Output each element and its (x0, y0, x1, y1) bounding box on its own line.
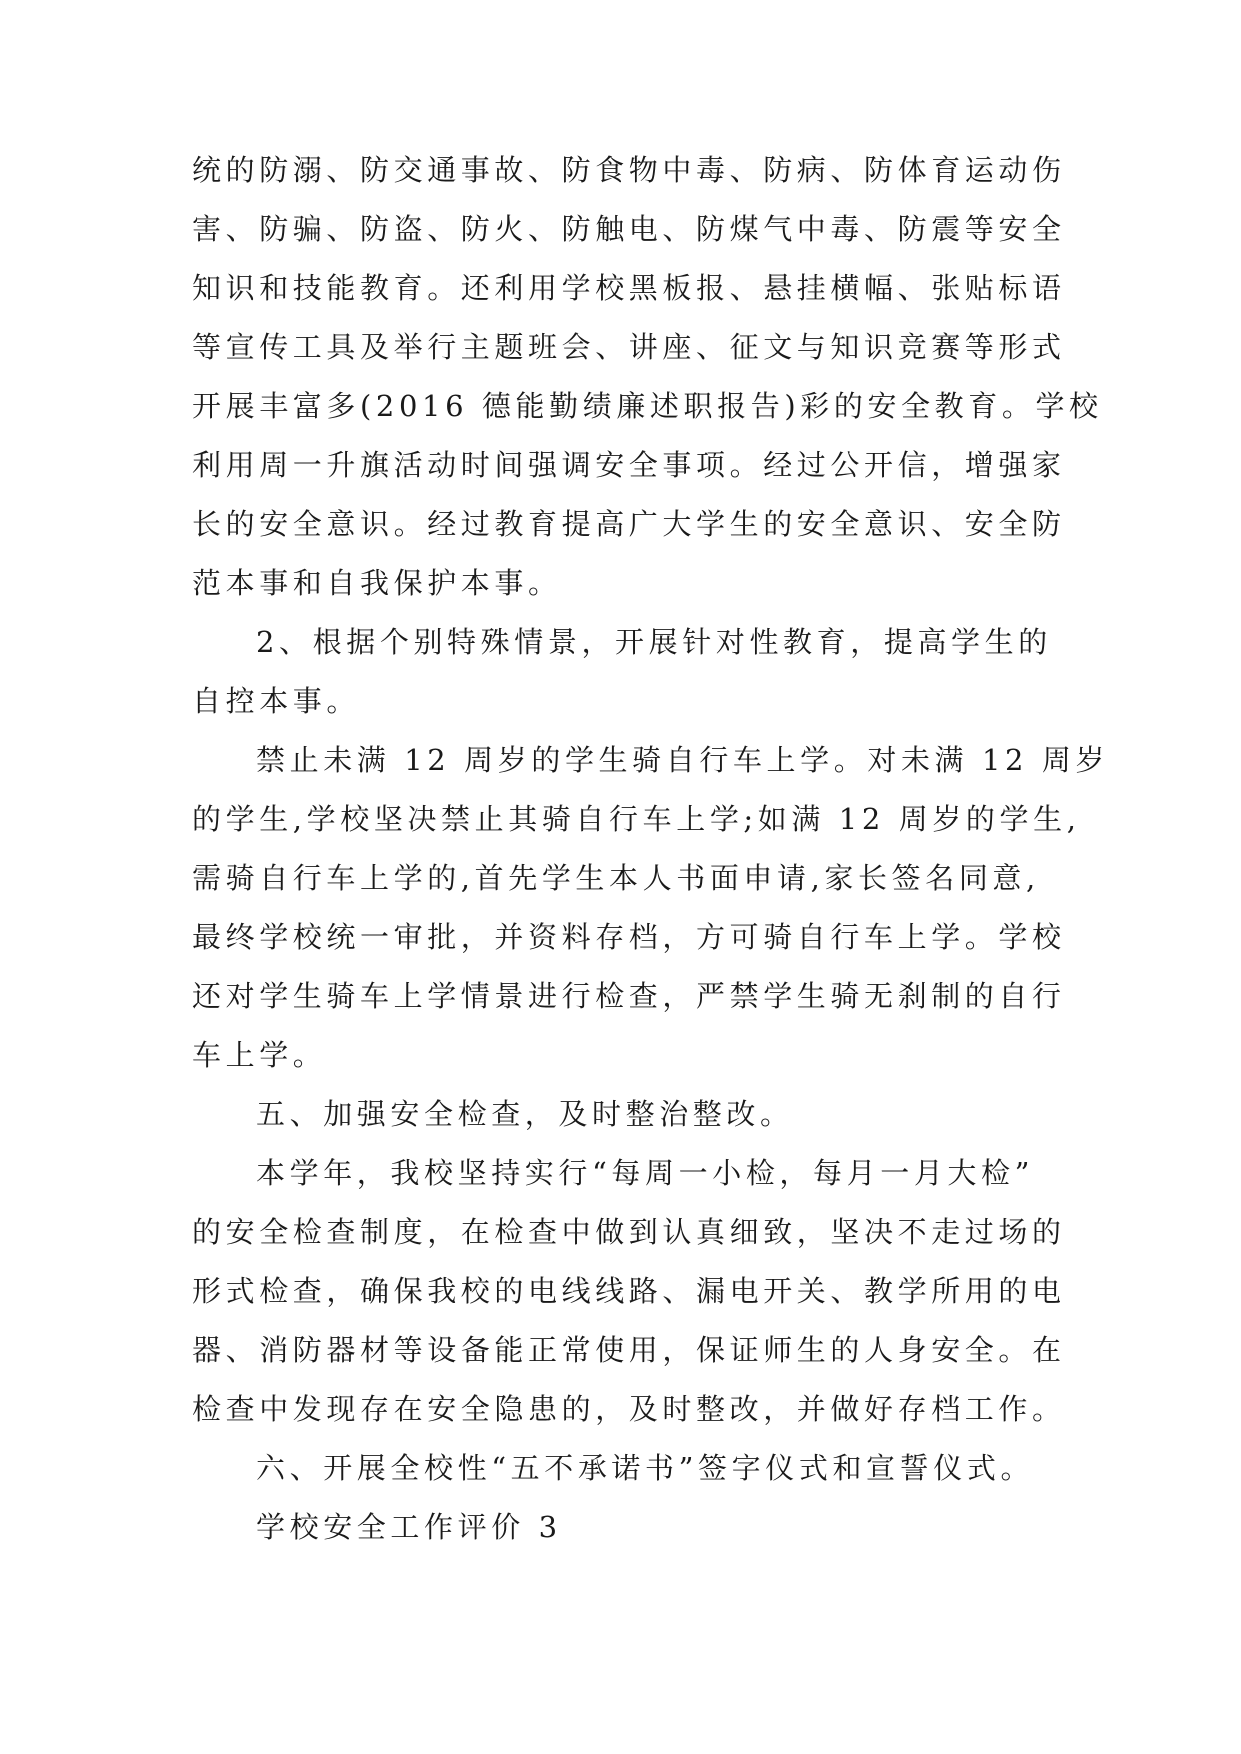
text-line: 学校安全工作评价 3 (256, 1510, 562, 1544)
text-line: 等宣传工具及举行主题班会、讲座、征文与知识竞赛等形式 (192, 330, 1066, 364)
text-line: 车上学。 (192, 1038, 327, 1072)
text-line: 利用周一升旗活动时间强调安全事项。经过公开信，增强家 (192, 448, 1066, 482)
text-line: 需骑自行车上学的,首先学生本人书面申请,家长签名同意, (192, 861, 1040, 895)
text-line: 六、开展全校性“五不承诺书”签字仪式和宣誓仪式。 (256, 1451, 1035, 1485)
text-line: 本学年，我校坚持实行“每周一小检，每月一月大检” (256, 1156, 1035, 1190)
text-line: 形式检查，确保我校的电线线路、漏电开关、教学所用的电 (192, 1274, 1066, 1308)
text-line: 范本事和自我保护本事。 (192, 566, 562, 600)
text-line: 的学生,学校坚决禁止其骑自行车上学;如满 12 周岁的学生, (192, 802, 1081, 836)
text-line: 自控本事。 (192, 684, 361, 718)
text-line: 五、加强安全检查，及时整治整改。 (256, 1097, 794, 1131)
text-line: 的安全检查制度，在检查中做到认真细致，坚决不走过场的 (192, 1215, 1066, 1249)
text-line: 器、消防器材等设备能正常使用，保证师生的人身安全。在 (192, 1333, 1066, 1367)
text-line: 长的安全意识。经过教育提高广大学生的安全意识、安全防 (192, 507, 1066, 541)
text-line: 禁止未满 12 周岁的学生骑自行车上学。对未满 12 周岁 (256, 743, 1110, 777)
text-line: 检查中发现存在安全隐患的，及时整改，并做好存档工作。 (192, 1392, 1066, 1426)
text-line: 开展丰富多(2016 德能勤绩廉述职报告)彩的安全教育。学校 (192, 389, 1103, 423)
text-line: 害、防骗、防盗、防火、防触电、防煤气中毒、防震等安全 (192, 212, 1066, 246)
text-line: 2、根据个别特殊情景，开展针对性教育，提高学生的 (256, 625, 1052, 659)
text-line: 还对学生骑车上学情景进行检查，严禁学生骑无刹制的自行 (192, 979, 1066, 1013)
text-line: 统的防溺、防交通事故、防食物中毒、防病、防体育运动伤 (192, 153, 1066, 187)
text-line: 知识和技能教育。还利用学校黑板报、悬挂横幅、张贴标语 (192, 271, 1066, 305)
text-line: 最终学校统一审批，并资料存档，方可骑自行车上学。学校 (192, 920, 1066, 954)
